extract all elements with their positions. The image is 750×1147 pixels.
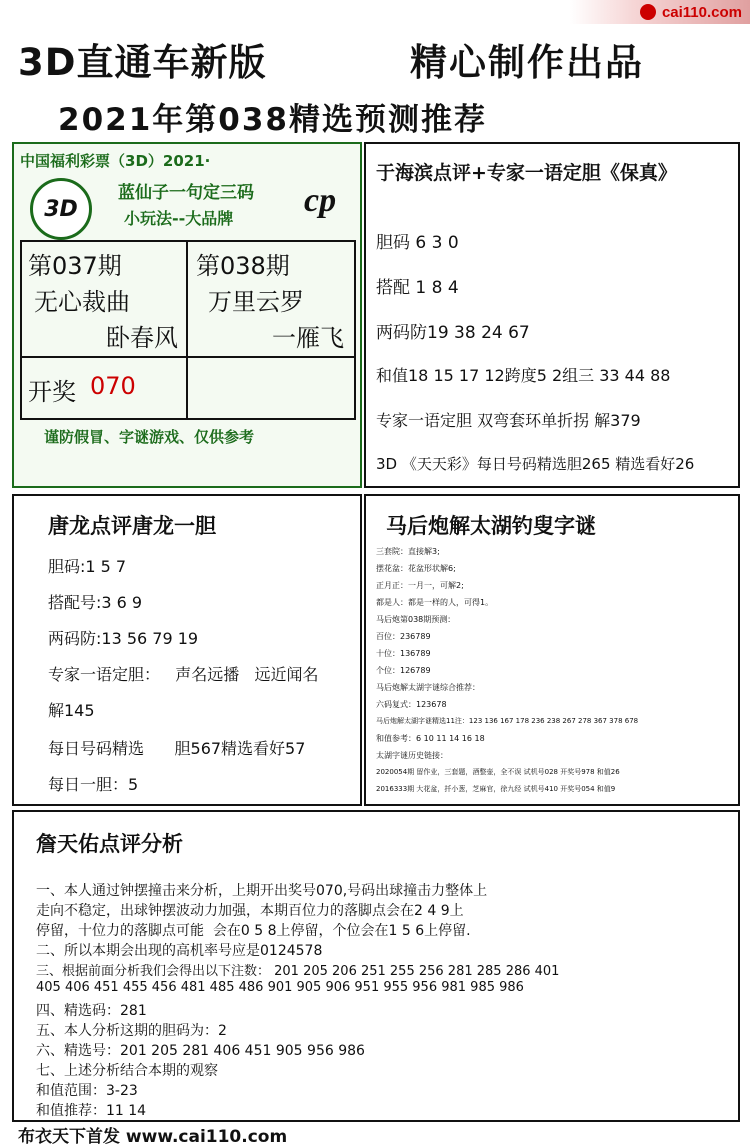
cur-poem-line-1: 万里云罗 [208, 288, 304, 316]
ma-hou-pao-title: 马后炮解太湖钓叟字谜 [386, 514, 596, 538]
lottery-card [12, 142, 362, 488]
lottery-slogan-1: 蓝仙子一句定三码 [118, 183, 254, 203]
ma-hou-pao-line: 2016333期 大花盆，扦小葱，芝麻官，徐九经 试机号410 开奖号054 和值9 [376, 785, 616, 793]
ma-hou-pao-line: 马后炮解太湖字谜精选11注：123 136 167 178 236 238 267 278 367 378 678 [376, 717, 639, 725]
zhan-tianyou-line: 五、本人分析这期的胆码为：2 [36, 1023, 227, 1039]
ma-hou-pao-line: 马后炮第038期预测： [376, 615, 456, 624]
prev-poem-line-2: 卧春风 [106, 324, 178, 352]
ma-hou-pao-line: 百位：236789 [376, 632, 431, 641]
ma-hou-pao-line: 太湖字谜历史链接： [376, 751, 448, 760]
cp-logo-icon: cp [304, 182, 337, 219]
zhan-tianyou-line: 六、精选号：201 205 281 406 451 905 956 986 [36, 1043, 365, 1059]
ma-hou-pao-panel [364, 494, 740, 806]
cur-poem-line-2: 一雁飞 [272, 324, 344, 352]
tang-long-line: 每日号码精选 胆567精选看好57 [48, 739, 306, 758]
draw-label: 开奖 [28, 378, 76, 406]
lottery-warning: 谨防假冒、字谜游戏、仅供参考 [44, 428, 255, 446]
zhan-tianyou-line: 405 406 451 455 456 481 485 486 901 905 906 951 955 956 981 985 986 [36, 980, 524, 995]
lottery-org-line: 中国福利彩票（3D）2021· [20, 152, 211, 170]
zhan-tianyou-line: 一、本人通过钟摆撞击来分析，上期开出奖号070,号码出球撞击力整体上 [36, 883, 488, 899]
ma-hou-pao-line: 三套院：直接解3; [376, 547, 440, 556]
zhan-tianyou-line: 七、上述分析结合本期的观察 [36, 1063, 218, 1079]
zhan-tianyou-line: 二、所以本期会出现的高机率号应是0124578 [36, 943, 323, 959]
tang-long-line: 两码防:13 56 79 19 [48, 629, 199, 648]
zhan-tianyou-line: 停留，十位力的落脚点可能 会在0 5 8上停留，个位会在1 5 6上停留. [36, 923, 471, 939]
yu-haibin-line: 胆码 6 3 0 [376, 233, 459, 253]
yu-haibin-line: 搭配 1 8 4 [376, 278, 459, 298]
tang-long-panel [12, 494, 362, 806]
ma-hou-pao-line: 2020054期 留作业，三套题，酒整壶，全不误 试机号028 开奖号978 和值26 [376, 768, 620, 776]
tang-long-line: 胆码:1 5 7 [48, 557, 127, 576]
header-left-title: 3D直通车新版 [18, 41, 267, 84]
draw-empty-cell [188, 358, 354, 418]
ma-hou-pao-line: 十位：136789 [376, 649, 431, 658]
tang-long-title: 唐龙点评唐龙一胆 [48, 514, 216, 538]
yu-haibin-line: 3D 《天天彩》每日号码精选胆265 精选看好26 [376, 455, 695, 473]
yu-haibin-line: 两码防19 38 24 67 [376, 323, 530, 343]
tang-long-line: 搭配号:3 6 9 [48, 593, 143, 612]
tang-long-line: 专家一语定胆： 声名远播 远近闻名 [48, 665, 319, 684]
footer-text: 布衣天下首发 www.cai110.com [18, 1127, 288, 1147]
site-watermark [570, 0, 750, 24]
3d-badge-icon [30, 178, 92, 240]
prev-issue-cell [22, 242, 188, 358]
ma-hou-pao-line: 都是人：都是一样的人，可得1。 [376, 598, 494, 607]
ma-hou-pao-line: 正月正：一月一，可解2; [376, 581, 464, 590]
tang-long-line: 解145 [48, 701, 95, 720]
yu-haibin-panel [364, 142, 740, 488]
zhan-tianyou-line: 四、精选码：281 [36, 1003, 147, 1019]
ma-hou-pao-line: 和值参考：6 10 11 14 16 18 [376, 734, 485, 743]
lottery-slogan-2: 小玩法--大品牌 [124, 209, 234, 228]
yu-haibin-line: 和值18 15 17 12跨度5 2组三 33 44 88 [376, 366, 671, 385]
zhan-tianyou-panel [12, 810, 740, 1122]
tang-long-line: 每日一胆：5 [48, 775, 139, 794]
zhan-tianyou-line: 和值推荐：11 14 [36, 1103, 147, 1119]
ma-hou-pao-line: 摆花盆：花盆形状解6; [376, 564, 456, 573]
zhan-tianyou-line: 三、根据前面分析我们会得出以下注数： 201 205 206 251 255 256 281 285 286 401 [36, 964, 560, 979]
ma-hou-pao-line: 个位：126789 [376, 666, 431, 675]
yu-haibin-line: 专家一语定胆 双弯套环单折拐 解379 [376, 411, 641, 430]
ma-hou-pao-line: 马后炮解太湖字谜综合推荐： [376, 683, 480, 692]
cur-issue-cell [188, 242, 354, 358]
3d-badge-text: 3D [44, 196, 78, 222]
header-subtitle: 2021年第038精选预测推荐 [58, 102, 487, 138]
prev-issue-label: 第037期 [28, 252, 122, 280]
draw-number: 070 [90, 372, 136, 400]
site-watermark-text: cai110.com [661, 3, 742, 21]
header-right-title: 精心制作出品 [410, 41, 644, 84]
yu-haibin-title: 于海滨点评+专家一语定胆《保真》 [376, 162, 677, 184]
zhan-tianyou-title: 詹天佑点评分析 [36, 832, 183, 856]
cur-issue-label: 第038期 [196, 252, 290, 280]
ma-hou-pao-line: 六码复式：123678 [376, 700, 447, 709]
zhan-tianyou-line: 和值范围：3-23 [36, 1083, 138, 1099]
prev-poem-line-1: 无心裁曲 [34, 288, 130, 316]
zhan-tianyou-line: 走向不稳定，出球钟摆波动力加强，本期百位力的落脚点会在2 4 9上 [36, 903, 464, 919]
draw-cell [22, 358, 188, 418]
issue-grid [20, 240, 356, 420]
site-logo-icon [640, 4, 656, 20]
